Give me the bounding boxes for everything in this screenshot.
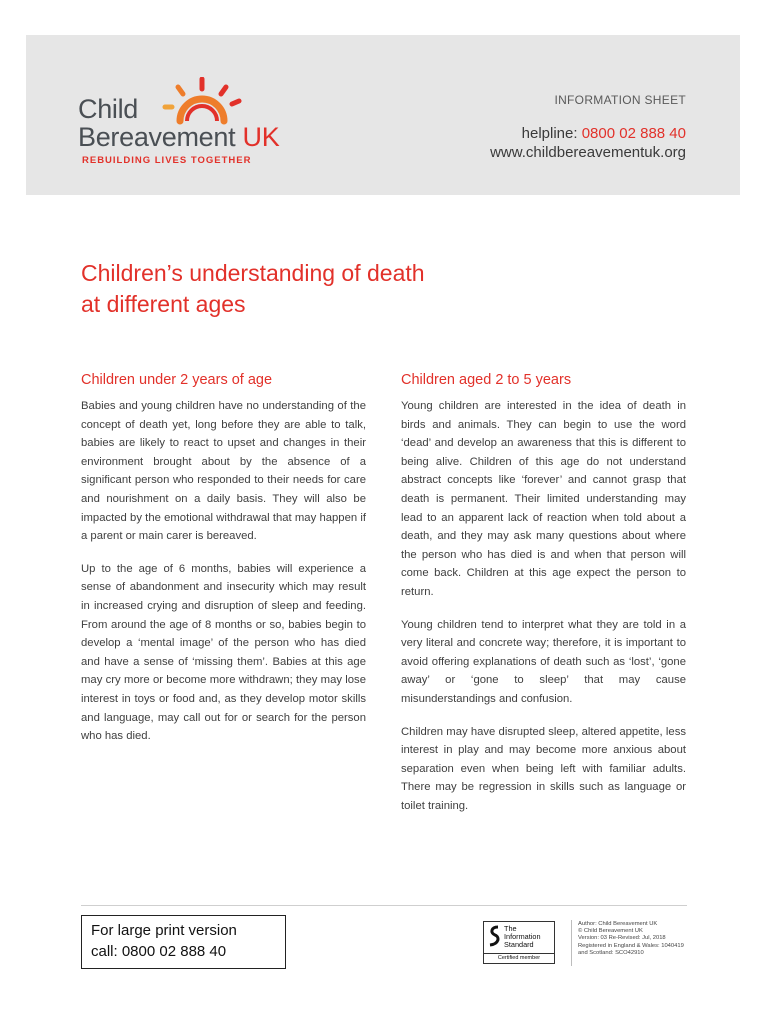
information-standard-line-1: The [504,924,517,933]
helpline [490,125,686,142]
information-standard-line-3: Standard [504,940,534,949]
helpline-label: helpline: [521,125,578,142]
meta-registered: Registered in England & Wales: 1040419 [578,942,684,949]
page-title [81,258,425,320]
meta-version: Version: 03 Re-Revised: Jul, 2018 [578,935,666,942]
paragraph: Young children tend to interpret what they are told in a very literal and concrete way; therefore, it is important to avoid offering explanations of death such as ‘lost’, ‘gone away’ or ‘gone to sleep’ that may cause misunderstandings and confusion. [401,618,686,705]
footer-divider [81,905,687,906]
meta-scotland: and Scotland: SCO42910 [578,949,644,956]
logo-word-uk: UK [242,122,280,152]
section-heading-under-2: Children under 2 years of age [81,372,273,388]
large-print-line-2: call: 0800 02 888 40 [91,943,227,960]
logo-word-bereavement [78,122,279,153]
sun-logo-icon [162,77,242,127]
header-banner [26,35,740,195]
footer-vertical-divider [571,920,572,966]
logo-word-bereavement-text: Bereavement [78,122,236,152]
certified-member-label: Certified member [484,953,554,963]
information-standard-text [504,925,541,949]
section-heading-2-to-5: Children aged 2 to 5 years [401,372,572,388]
logo-tagline: REBUILDING LIVES TOGETHER [82,155,252,166]
helpline-number-link[interactable]: 0800 02 888 40 [581,125,686,142]
information-standard-line-2: Information [504,932,541,941]
website-link[interactable]: www.childbereavementuk.org [490,144,686,161]
left-column [81,372,366,760]
sheet-type-label: INFORMATION SHEET [554,93,686,107]
meta-author: Author: Child Bereavement UK [578,921,658,927]
information-standard-icon [487,925,501,947]
paragraph: Young children are interested in the idea of death in birds and animals. They can begin to use the word ‘dead’ and develop an awareness that this is different to being alive. Children of this age do not understand abstract concepts like ‘forever’ and cannot grasp that death is permanent. Their limited understanding may lead to an apparent lack of reaction when told about a death, and they may ask many questions about where the person who has died is and when that person will come back. Children at this age expect the person to return. [401,400,686,598]
logo-word-child: Child [78,94,139,124]
large-print-line-1: For large print version [91,922,237,939]
header-contact [490,93,686,161]
meta-copyright: © Child Bereavement UK [578,928,643,935]
document-meta [578,921,684,957]
logo[interactable] [78,77,318,167]
paragraph: Up to the age of 6 months, babies will experience a sense of abandonment and insecurity which may result in increased crying and disruption of sleep and feeding. From around the age of 8 months or so, babies begin to develop a ‘mental image’ of the person who has died and have a sense of ‘missing them’. Babies at this age may cry more or become more withdrawn; they may lose interest in toys or food and, as they develop motor skills and language, may call out for or search for the person who has died. [81,562,366,743]
right-column [401,372,686,829]
page-title-line-1: Children’s understanding of death [81,260,425,286]
large-print-box [81,915,286,969]
page-title-line-2: at different ages [81,291,246,317]
paragraph: Children may have disrupted sleep, altered appetite, less interest in play and may become more anxious about separation even when being left with familiar adults. There may be regression in skills such as language or toilet training. [401,725,686,812]
information-standard-badge [483,921,555,964]
paragraph: Babies and young children have no understanding of the concept of death yet, long before they are able to talk, babies are likely to react to upset and changes in their environment brought about by the absence of a significant person who responded to their needs for care and nourishment on a daily basis. They will also be impacted by the emotional withdrawal that may happen if a parent or main carer is bereaved. [81,400,366,543]
